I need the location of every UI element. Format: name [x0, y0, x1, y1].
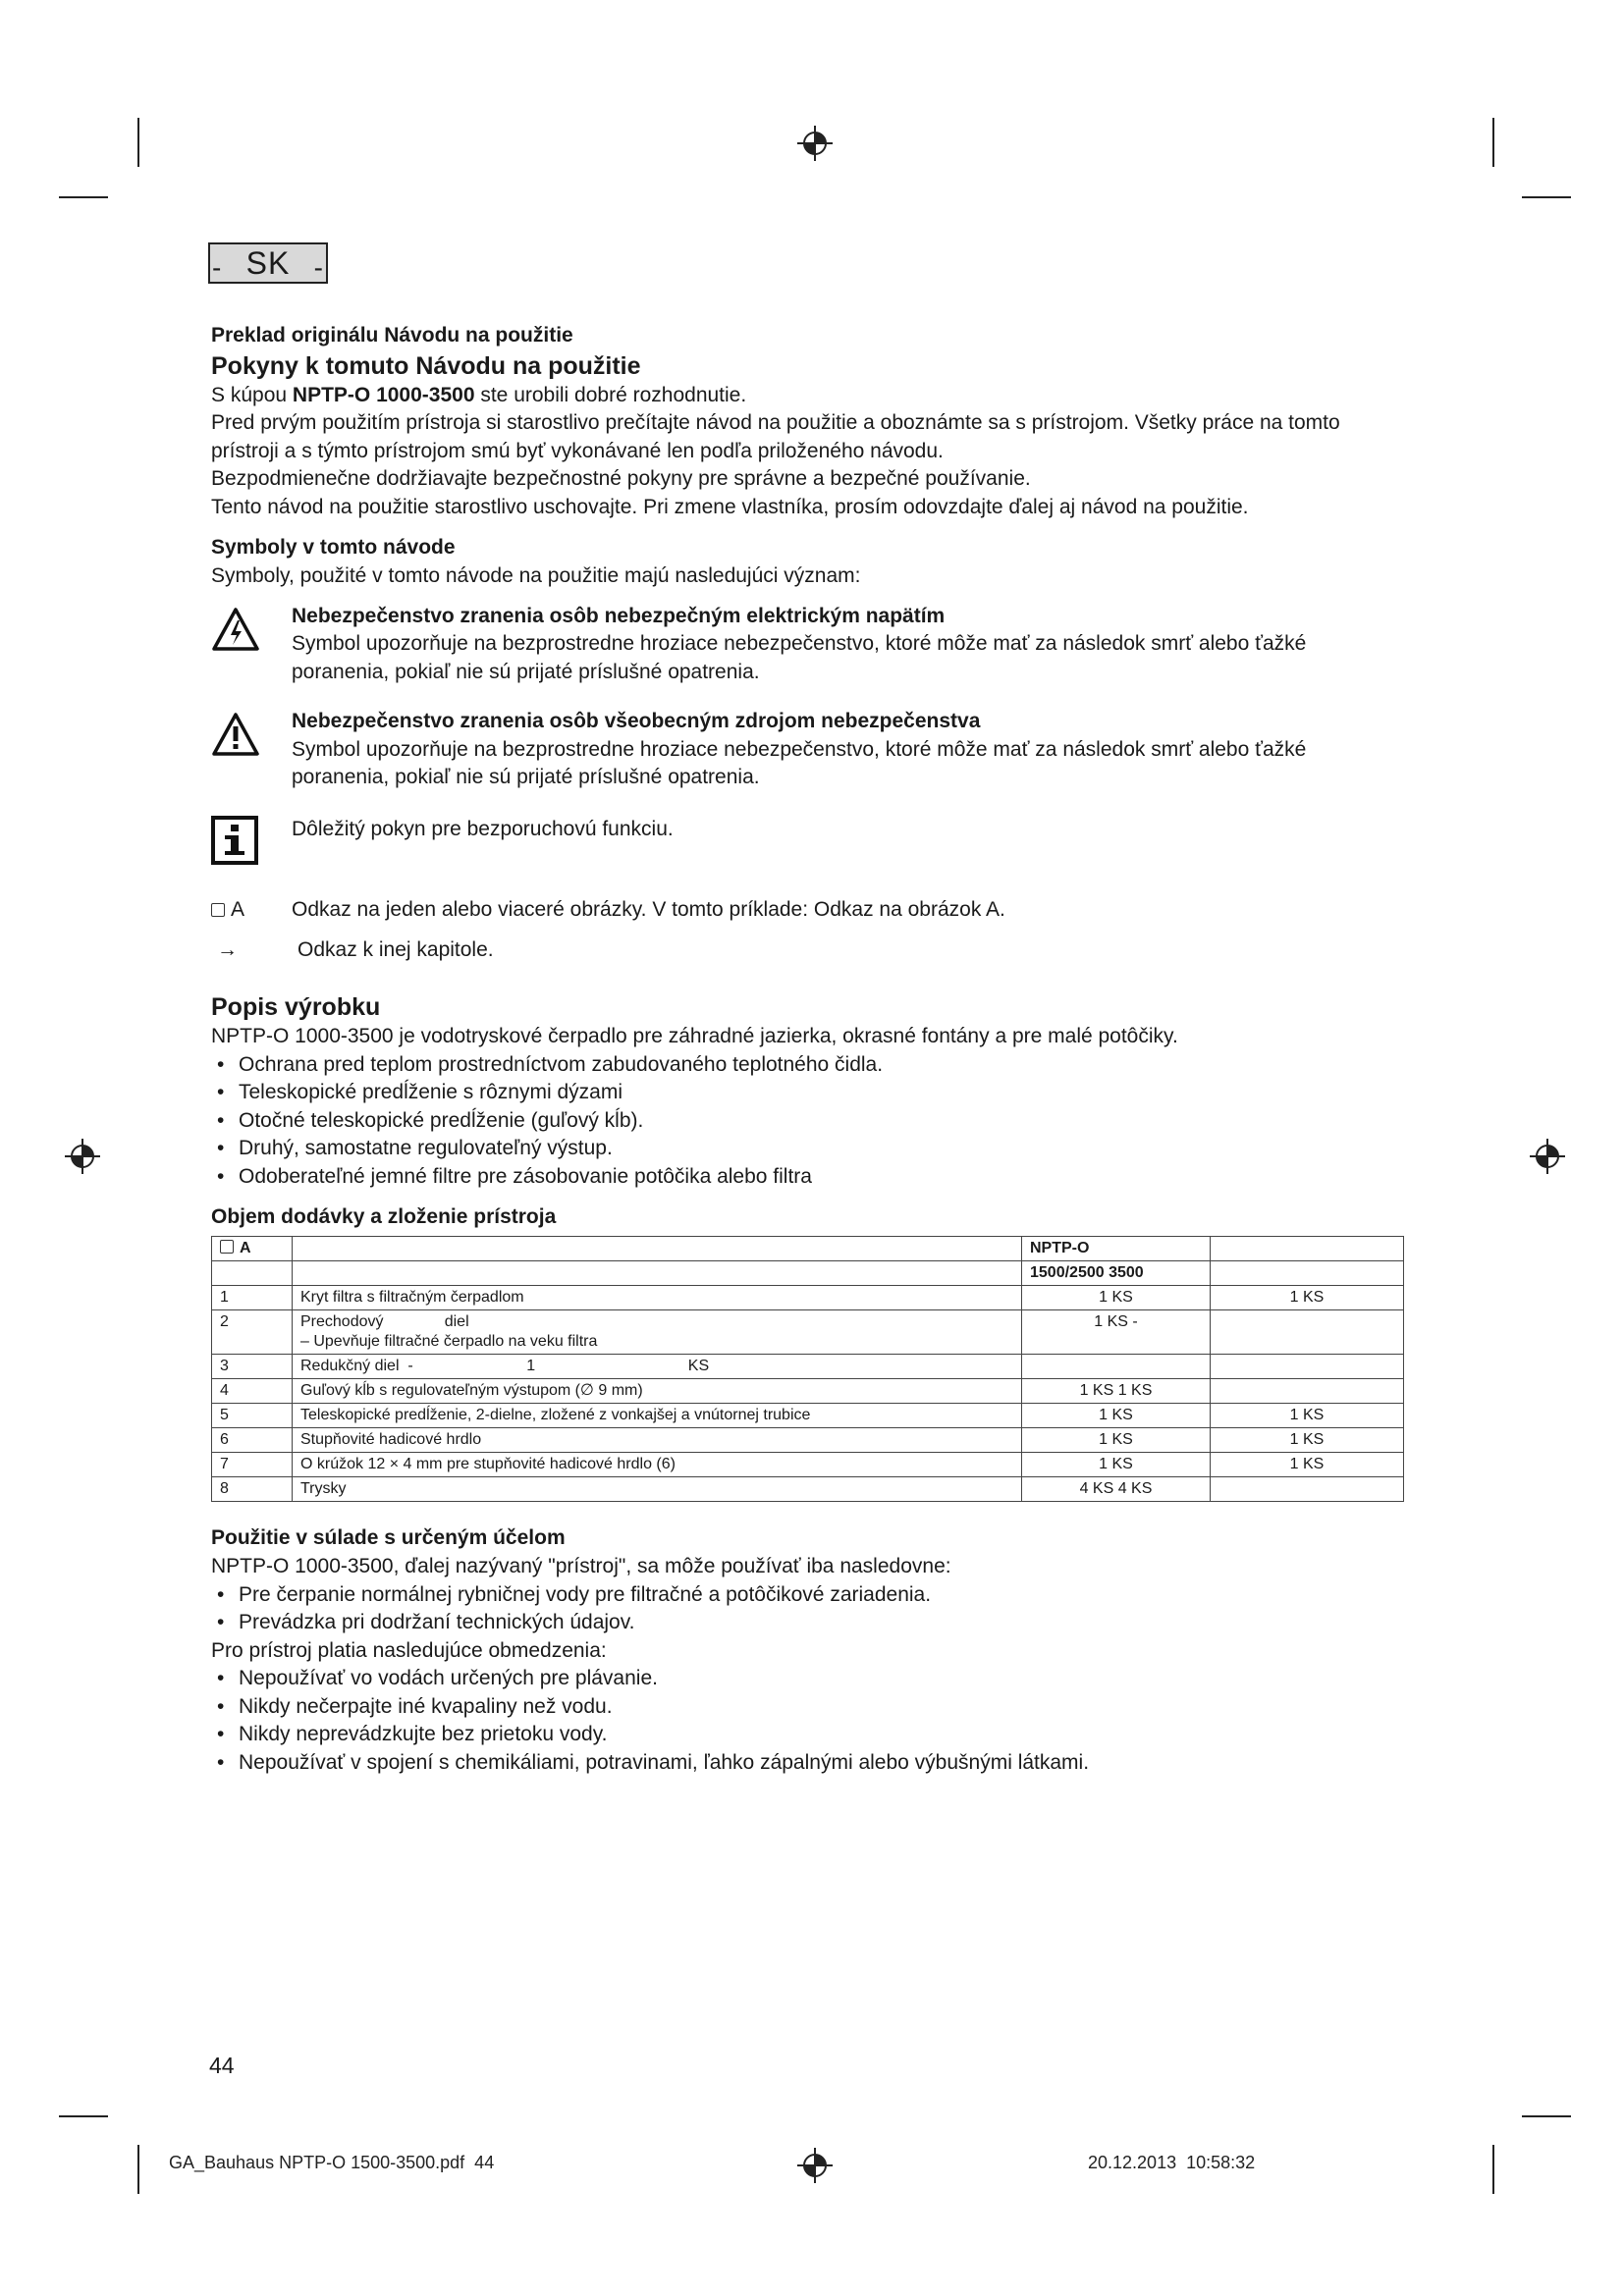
crop-mark — [137, 118, 139, 167]
table-row — [212, 1310, 1404, 1355]
figure-reference-icon — [211, 903, 225, 917]
symbols-intro: Symboly, použité v tomto návode na použitie majú nasledujúci význam: — [211, 564, 861, 587]
registration-mark-icon — [1528, 1137, 1567, 1176]
table-cell-qty: 1 KS — [1022, 1428, 1211, 1453]
table-cell-desc: Redukčný diel - 1 KS — [293, 1355, 1022, 1379]
symbol-row-figure — [211, 894, 1404, 925]
product-intro: NPTP-O 1000-3500 je vodotryskové čerpadlo pre záhradné jazierka, okrasné fontány a pre malé potôčiky. — [211, 1025, 1178, 1047]
table-cell-qty: 1 KS — [1022, 1286, 1211, 1310]
delivery-table — [211, 1236, 1404, 1502]
registration-mark-icon — [795, 2146, 835, 2185]
list-item: • Nikdy neprevádzkujte bez prietoku vody. — [211, 1721, 1404, 1749]
lang-tag-dash-left: - — [212, 252, 223, 283]
table-cell-desc: Guľový kĺb s regulovateľným výstupom (∅ 9 mm) — [293, 1379, 1022, 1404]
table-cell-qty: 1 KS — [1211, 1453, 1404, 1477]
registration-mark-icon — [63, 1137, 102, 1176]
list-item: • Nikdy nečerpajte iné kvapaliny než vodu. — [211, 1693, 1404, 1722]
table-cell-desc-line: – Upevňuje filtračné čerpadlo na veku filtra — [300, 1333, 598, 1350]
table-cell-desc-line: Prechodový diel — [300, 1313, 469, 1330]
list-item: • Odoberateľné jemné filtre pre zásobovanie potôčika alebo filtra — [211, 1163, 1404, 1192]
table-cell-desc: O krúžok 12 × 4 mm pre stupňovité hadicové hrdlo (6) — [293, 1453, 1022, 1477]
registration-mark-icon — [795, 124, 835, 163]
page-content — [211, 322, 1404, 1777]
list-item: • Prevádzka pri dodržaní technických údajov. — [211, 1609, 1404, 1637]
list-item: • Nepoužívať v spojení s chemikáliami, potravinami, ľahko zápalnými alebo výbušnými látkami. — [211, 1749, 1404, 1778]
table-cell-qty: 1 KS — [1211, 1404, 1404, 1428]
table-cell-qty — [1211, 1355, 1404, 1379]
list-item: • Ochrana pred teplom prostredníctvom zabudovaného teplotného čidla. — [211, 1051, 1404, 1080]
symbol-row-arrow — [211, 936, 1404, 965]
table-cell-qty: 1 KS — [1022, 1404, 1211, 1428]
table-row — [212, 1286, 1404, 1310]
table-cell-qty: 1 KS 1 KS — [1022, 1379, 1211, 1404]
info-icon — [211, 816, 258, 865]
table-cell-desc: Trysky — [293, 1477, 1022, 1502]
table-cell-pos: 3 — [212, 1355, 293, 1379]
table-header-figure — [212, 1237, 293, 1261]
document-subtitle: Preklad originálu Návodu na použitie — [211, 324, 573, 347]
footer-timestamp: 20.12.2013 10:58:32 — [1088, 2153, 1256, 2172]
usage-list — [211, 1581, 1404, 1637]
table-header-model: NPTP-O — [1022, 1237, 1211, 1261]
table-row — [212, 1355, 1404, 1379]
table-cell-qty: 1 KS — [1211, 1286, 1404, 1310]
crop-mark — [59, 196, 108, 198]
table-cell-qty — [1211, 1477, 1404, 1502]
table-header-row — [212, 1261, 1404, 1286]
intro-line-pre: S kúpou — [211, 383, 293, 406]
instructions-paragraph: Pred prvým použitím prístroja si starostlivo prečítajte návod na použitie a oboznámte sa s prístrojom. Všetky práce na tomto prístroji a s týmto prístrojom smú byť vykonávané len podľa priloženého návodu. — [211, 411, 1340, 462]
product-features-list — [211, 1051, 1404, 1192]
table-cell-desc — [293, 1310, 1022, 1355]
lang-tag-label: SK — [245, 244, 291, 281]
page-number: 44 — [209, 2053, 235, 2078]
list-item: • Nepoužívať vo vodách určených pre plávanie. — [211, 1665, 1404, 1693]
symbol-row-info — [211, 814, 1404, 874]
table-row — [212, 1404, 1404, 1428]
table-row — [212, 1379, 1404, 1404]
table-cell-desc: Kryt filtra s filtračným čerpadlom — [293, 1286, 1022, 1310]
table-cell — [293, 1261, 1022, 1286]
section-title-delivery: Objem dodávky a zloženie prístroja — [211, 1205, 557, 1228]
electric-hazard-icon — [211, 607, 260, 652]
table-cell-pos: 8 — [212, 1477, 293, 1502]
figure-reference-label: A — [231, 898, 245, 921]
symbol-title: Nebezpečenstvo zranenia osôb všeobecným zdrojom nebezpečenstva — [292, 710, 981, 732]
table-cell — [1211, 1261, 1404, 1286]
list-item: • Teleskopické predĺženie s rôznymi dýzami — [211, 1079, 1404, 1107]
table-cell-qty — [1022, 1355, 1211, 1379]
crop-mark — [1522, 2115, 1571, 2117]
table-cell-desc: Teleskopické predĺženie, 2-dielne, zložené z vonkajšej a vnútornej trubice — [293, 1404, 1022, 1428]
table-cell — [212, 1261, 293, 1286]
table-row — [212, 1453, 1404, 1477]
section-title-instructions: Pokyny k tomuto Návodu na použitie — [211, 351, 641, 380]
table-row — [212, 1477, 1404, 1502]
symbol-row-electric — [211, 603, 1404, 687]
symbol-description: Dôležitý pokyn pre bezporuchovú funkciu. — [292, 817, 674, 840]
intro-line-post: ste urobili dobré rozhodnutie. — [474, 383, 747, 406]
table-cell-pos: 2 — [212, 1310, 293, 1355]
symbol-description: Symbol upozorňuje na bezprostredne hroziace nebezpečenstvo, ktoré môže mať za následok smrť alebo ťažké poranenia, pokiaľ nie sú prijaté príslušné opatrenia. — [292, 632, 1307, 683]
product-name: NPTP-O 1000-3500 — [292, 383, 475, 406]
crop-mark — [1492, 118, 1494, 167]
lang-tag-dash-right: - — [313, 252, 324, 283]
table-cell-qty: 1 KS - — [1022, 1310, 1211, 1355]
general-hazard-icon — [211, 712, 260, 757]
arrow-right-icon: → — [217, 937, 238, 961]
symbol-title: Nebezpečenstvo zranenia osôb nebezpečným elektrickým napätím — [292, 604, 946, 627]
instructions-paragraph: Tento návod na použitie starostlivo uschovajte. Pri zmene vlastníka, prosím odovzdajte ďalej aj návod na použitie. — [211, 495, 1249, 518]
crop-mark — [1492, 2145, 1494, 2194]
table-cell-pos: 7 — [212, 1453, 293, 1477]
crop-mark — [1522, 196, 1571, 198]
table-cell-qty: 1 KS — [1022, 1453, 1211, 1477]
table-cell-qty: 1 KS — [1211, 1428, 1404, 1453]
language-tag — [208, 242, 328, 284]
figure-reference-icon — [220, 1240, 234, 1254]
table-header-row — [212, 1237, 1404, 1261]
symbol-description: Odkaz na jeden alebo viaceré obrázky. V tomto príklade: Odkaz na obrázok A. — [292, 898, 1005, 921]
symbol-row-general — [211, 708, 1404, 792]
table-cell — [293, 1237, 1022, 1261]
list-item: • Otočné teleskopické predĺženie (guľový kĺb). — [211, 1107, 1404, 1136]
symbol-description: Odkaz k inej kapitole. — [298, 937, 494, 961]
restrictions-list — [211, 1665, 1404, 1777]
symbol-description: Symbol upozorňuje na bezprostredne hroziace nebezpečenstvo, ktoré môže mať za následok smrť alebo ťažké poranenia, pokiaľ nie sú prijaté príslušné opatrenia. — [292, 737, 1307, 788]
table-cell-qty — [1211, 1310, 1404, 1355]
usage-intro: NPTP-O 1000-3500, ďalej nazývaný "prístroj", sa môže používať iba nasledovne: — [211, 1555, 951, 1577]
instructions-paragraph: Bezpodmienečne dodržiavajte bezpečnostné pokyny pre správne a bezpečné používanie. — [211, 467, 1031, 490]
table-row — [212, 1428, 1404, 1453]
usage-restrictions-intro: Pro prístroj platia nasledujúce obmedzenia: — [211, 1638, 607, 1662]
table-cell-qty — [1211, 1379, 1404, 1404]
figure-label: A — [240, 1240, 251, 1256]
crop-mark — [59, 2115, 108, 2117]
table-cell — [1211, 1237, 1404, 1261]
crop-mark — [137, 2145, 139, 2194]
list-item: • Pre čerpanie normálnej rybničnej vody pre filtračné a potôčikové zariadenia. — [211, 1581, 1404, 1610]
table-cell-pos: 5 — [212, 1404, 293, 1428]
table-cell-pos: 4 — [212, 1379, 293, 1404]
footer-filename: GA_Bauhaus NPTP-O 1500-3500.pdf 44 — [169, 2153, 495, 2172]
table-header-models: 1500/2500 3500 — [1022, 1261, 1211, 1286]
section-title-product: Popis výrobku — [211, 993, 381, 1021]
table-cell-pos: 1 — [212, 1286, 293, 1310]
list-item: • Druhý, samostatne regulovateľný výstup. — [211, 1135, 1404, 1163]
intro-line — [211, 382, 1404, 410]
table-cell-qty: 4 KS 4 KS — [1022, 1477, 1211, 1502]
section-title-usage: Použitie v súlade s určeným účelom — [211, 1526, 566, 1549]
table-cell-desc: Stupňovité hadicové hrdlo — [293, 1428, 1022, 1453]
section-title-symbols: Symboly v tomto návode — [211, 536, 456, 559]
table-cell-pos: 6 — [212, 1428, 293, 1453]
